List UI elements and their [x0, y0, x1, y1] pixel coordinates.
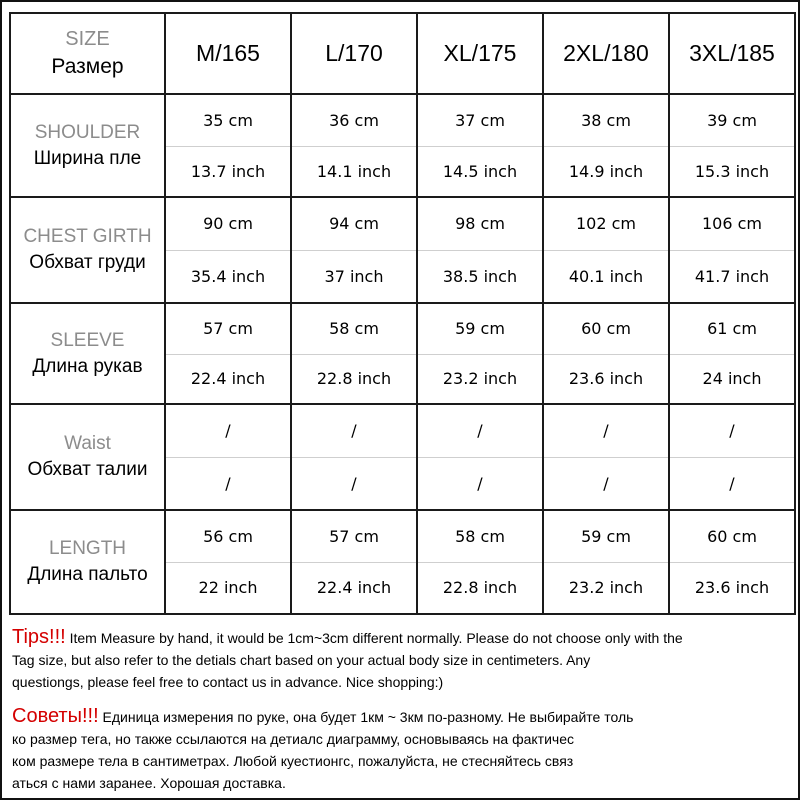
- tips-label-ru: Советы!!!: [12, 705, 99, 727]
- row-label-ru: Обхват талии: [27, 459, 148, 480]
- cm-value-cell: 59 cm: [417, 303, 543, 354]
- inch-value-cell: 23.2 inch: [417, 354, 543, 404]
- inch-value-cell: 22.8 inch: [417, 562, 543, 614]
- tips-russian: [12, 705, 794, 794]
- cm-value-cell: 56 cm: [165, 510, 291, 562]
- inch-value-cell: 14.9 inch: [543, 146, 669, 197]
- cm-value-cell: 102 cm: [543, 197, 669, 250]
- cm-value-cell: 38 cm: [543, 94, 669, 146]
- cm-value-cell: 60 cm: [669, 510, 795, 562]
- size-column-header: 2XL/180: [543, 13, 669, 94]
- tips-text-line: Tag size, but also refer to the detials chart based on your actual body size in centimeters. Any: [12, 652, 591, 668]
- cm-value-cell: /: [165, 404, 291, 457]
- inch-value-cell: 22 inch: [165, 562, 291, 614]
- cm-value-cell: 60 cm: [543, 303, 669, 354]
- cm-value-cell: 39 cm: [669, 94, 795, 146]
- size-label-en: SIZE: [65, 27, 110, 50]
- inch-value-cell: /: [669, 457, 795, 510]
- cm-value-cell: 58 cm: [417, 510, 543, 562]
- row-label-ru: Ширина пле: [33, 147, 142, 169]
- row-label-en: LENGTH: [48, 538, 127, 560]
- measurement-row-cm: [10, 510, 795, 562]
- inch-value-cell: 40.1 inch: [543, 250, 669, 303]
- row-label-ru: Обхват груди: [29, 252, 146, 273]
- inch-value-cell: 22.4 inch: [291, 562, 417, 614]
- size-table: [9, 12, 796, 615]
- size-column-header: M/165: [165, 13, 291, 94]
- size-column-header: L/170: [291, 13, 417, 94]
- cm-value-cell: 57 cm: [165, 303, 291, 354]
- inch-value-cell: 37 inch: [291, 250, 417, 303]
- row-label-en: SHOULDER: [34, 121, 141, 143]
- inch-value-cell: 13.7 inch: [165, 146, 291, 197]
- cm-value-cell: 106 cm: [669, 197, 795, 250]
- inch-value-cell: /: [165, 457, 291, 510]
- size-label-ru: Размер: [51, 54, 124, 78]
- inch-value-cell: 41.7 inch: [669, 250, 795, 303]
- row-label-waist: [10, 404, 165, 510]
- cm-value-cell: 35 cm: [165, 94, 291, 146]
- cm-value-cell: /: [291, 404, 417, 457]
- tips-text-line: ко размер тега, но также ссылаются на детиалс диаграмму, основываясь на фактичес: [12, 731, 574, 747]
- row-label-length: [10, 510, 165, 614]
- row-label-ru: Длина рукав: [32, 355, 143, 377]
- cm-value-cell: 94 cm: [291, 197, 417, 250]
- inch-value-cell: /: [291, 457, 417, 510]
- inch-value-cell: /: [543, 457, 669, 510]
- inch-value-cell: 14.1 inch: [291, 146, 417, 197]
- inch-value-cell: 24 inch: [669, 354, 795, 404]
- size-label-cell: [10, 13, 165, 94]
- inch-value-cell: 23.6 inch: [669, 562, 795, 614]
- row-label-en: SLEEVE: [50, 329, 125, 351]
- cm-value-cell: 90 cm: [165, 197, 291, 250]
- row-label-en: CHEST GIRTH: [23, 226, 152, 248]
- inch-value-cell: 38.5 inch: [417, 250, 543, 303]
- inch-value-cell: 22.4 inch: [165, 354, 291, 404]
- row-label-ru: Длина пальто: [27, 564, 148, 585]
- cm-value-cell: /: [543, 404, 669, 457]
- cm-value-cell: 58 cm: [291, 303, 417, 354]
- size-header-row: [10, 13, 795, 94]
- cm-value-cell: 37 cm: [417, 94, 543, 146]
- row-label-shoulder: [10, 94, 165, 197]
- cm-value-cell: 36 cm: [291, 94, 417, 146]
- cm-value-cell: /: [669, 404, 795, 457]
- tips-text-line: Единица измерения по руке, она будет 1км ~ 3км по-разному. Не выбирайте толь: [102, 709, 634, 725]
- tips-text-line: ком размере тела в сантиметрах. Любой куестионгс, пожалуйста, не стесняйтесь связ: [12, 753, 574, 769]
- row-label-chest-girth: [10, 197, 165, 303]
- row-label-en: Waist: [64, 433, 111, 455]
- measurement-row-cm: [10, 303, 795, 354]
- inch-value-cell: 35.4 inch: [165, 250, 291, 303]
- cm-value-cell: /: [417, 404, 543, 457]
- inch-value-cell: 15.3 inch: [669, 146, 795, 197]
- size-column-header: 3XL/185: [669, 13, 795, 94]
- size-column-header: XL/175: [417, 13, 543, 94]
- tips-text-line: аться с нами заранее. Хорошая доставка.: [12, 775, 286, 791]
- inch-value-cell: 14.5 inch: [417, 146, 543, 197]
- cm-value-cell: 61 cm: [669, 303, 795, 354]
- inch-value-cell: 23.6 inch: [543, 354, 669, 404]
- measurement-row-cm: [10, 94, 795, 146]
- inch-value-cell: /: [417, 457, 543, 510]
- cm-value-cell: 98 cm: [417, 197, 543, 250]
- inch-value-cell: 22.8 inch: [291, 354, 417, 404]
- row-label-sleeve: [10, 303, 165, 404]
- tips-english: [12, 626, 794, 693]
- tips-label: Tips!!!: [12, 626, 66, 648]
- tips-text-line: questiongs, please feel free to contact us in advance. Nice shopping:): [12, 674, 444, 690]
- measurement-row-cm: [10, 404, 795, 457]
- measurement-row-cm: [10, 197, 795, 250]
- inch-value-cell: 23.2 inch: [543, 562, 669, 614]
- cm-value-cell: 59 cm: [543, 510, 669, 562]
- tips-text-line: Item Measure by hand, it would be 1cm~3cm different normally. Please do not choose only with the: [69, 630, 683, 646]
- cm-value-cell: 57 cm: [291, 510, 417, 562]
